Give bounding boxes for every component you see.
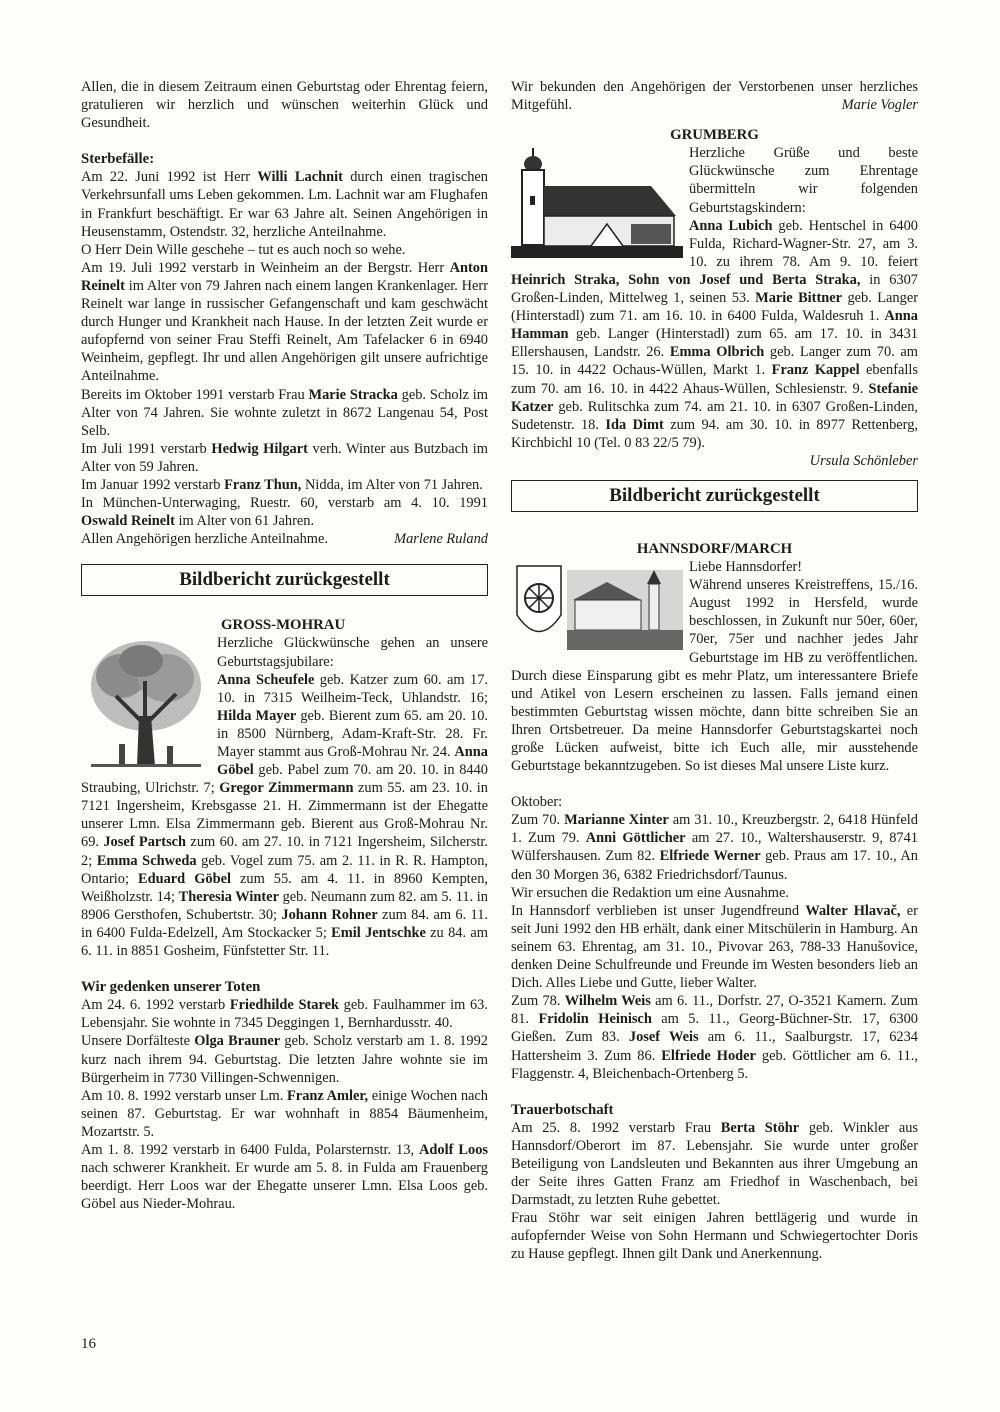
death-notice: Unsere Dorfälteste Olga Brauner geb. Scholz verstarb am 1. 8. 1992 kurz nach ihrem 94. Geburtstag. Die letzten Jahre wohnte sie im Bürgerheim in 7730 Villingen-Schwennigen. (81, 1033, 488, 1086)
grumberg-text: Herzliche Grüße und beste Glückwünsche zum Ehrentage übermitteln wir folgenden Geburtstagskindern: Anna Lubich geb. Hentschel in 6400 Fulda, Richard-Wagner-Str. 27, am 3. 10. zu ihrem 78. Am 9. 10. feiert Heinrich Straka, Sohn von Josef und Berta Straka, in 6307 Großen-Linden, Mittelweg 1, seinen 53. Marie Bittner geb. Langer (Hinterstadl) zum 71. am 16. 10. in 6400 Fulda, Waldesruh 1. Anna Hamman geb. Langer (Hinterstadl) zum 65. am 17. 10. in 3431 Ellershausen, Landstr. 26. Emma Olbrich geb. Langer zum 70. am 15. 10. in 4422 Ochaus-Wüllen, Markt 1. Franz Kappel ebenfalls zum 70. am 16. 10. in 4422 Ahaus-Wüllen, Schlesienstr. 9. Stefanie Katzer geb. Rulitschka zum 74. am 21. 10. in 6307 Großen-Linden, Sudetenstr. 18. Ida Dimt zum 94. am 30. 10. in 8977 Rettenberg, Kirchbichl 10 (Tel. 0 83 22/5 79). (511, 145, 919, 451)
signature: Marlene Ruland (394, 531, 488, 548)
church-image (511, 146, 683, 258)
signature: Marie Vogler (841, 97, 918, 114)
death-notice: Bereits im Oktober 1991 verstarb Frau Marie Stracka geb. Scholz im Alter von 74 Jahren. Sie wohnte zuletzt in 8672 Langenau 54, Post Selb. (81, 386, 488, 439)
right-column (511, 78, 918, 1264)
coat-of-arms-and-village-illustration (511, 560, 683, 650)
person-name: Franz Thun, (224, 476, 302, 493)
prayer-line: O Herr Dein Wille geschehe – tut es auch noch so wehe. (81, 241, 406, 258)
tree-illustration (81, 636, 211, 771)
coat-of-arms-image (511, 560, 683, 650)
condolence-line: Allen Angehörigen herzliche Anteilnahme. Marlene Ruland (81, 531, 488, 548)
deaths-heading: Sterbefälle: (81, 151, 155, 168)
left-column (81, 78, 488, 1213)
photo-report-banner: Bildbericht zurückgestellt (81, 564, 488, 596)
gross-mohrau-text: Herzliche Glückwünsche gehen an unsere Geburtstagsjubilare: Anna Scheufele geb. Katzer zum 60. am 17. 10. in 7315 Weilheim-Teck, Uhlandstr. 16; Hilda Mayer geb. Bierent zum 65. am 20. 10. in 8500 Nürnberg, Adam-Kraft-Str. 28. Fr. Mayer stammt aus Groß-Mohrau Nr. 24. Anna Göbel geb. Pabel zum 70. am 20. 10. in 8440 Straubing, Ulrichstr. 7; Gregor Zimmermann zum 55. am 23. 10. in 7121 Ingersheim, Krebsgasse 21. H. Zimmermann ist der Ehegatte unserer Lmn. Elsa Zimmermann geb. Bierent aus Groß-Mohrau Nr. 69. Josef Partsch zum 60. am 27. 10. in 7121 Ingersheim, Silcherstr. 2; Emma Schweda geb. Vogel zum 75. am 2. 11. in R. R. Hampton, Ontario; Eduard Göbel zum 55. am 4. 11. in 8960 Kempten, Weißholzstr. 14; Theresia Winter geb. Neumann zum 82. am 5. 11. in 8906 Gersthofen, Schubertstr. 30; Johann Rohner zum 84. am 6. 11. in 6400 Fulda-Edelzell, Am Stockacker 5; Emil Jentschke zu 84. am 6. 11. in 8851 Gosheim, Fünfstetter Str. 11. (81, 635, 489, 960)
person-name: Oswald Reinelt (81, 513, 175, 530)
birthday-list: Zum 70. Marianne Xinter am 31. 10., Kreuzbergstr. 2, 6418 Hünfeld 1. Zum 79. Anni Göttlicher am 27. 10., Waltershauserstr. 9, 8741 Wülfershausen. Zum 82. Elfriede Werner geb. Praus am 17. 10., An den 30 Morgen 36, 6382 Friedrichsdorf/Taunus. (511, 812, 918, 883)
person-name: Anton Reinelt (81, 259, 488, 294)
request-line: Wir ersuchen die Redaktion um eine Ausnahme. (511, 884, 789, 901)
sympathy-line: Wir bekunden den Angehörigen der Verstorbenen unser herzliches Mitgefühl. Marie Vogler (511, 79, 918, 114)
memorial-heading: Wir gedenken unserer Toten (81, 979, 261, 996)
section-heading-grumberg: GRUMBERG (670, 127, 759, 144)
church-illustration (511, 146, 683, 258)
intro-paragraph: Allen, die in diesem Zeitraum einen Geburtstag oder Ehrentag feiern, gratulieren wir herzlich und wünschen weiterhin Glück und Gesundheit. (81, 79, 488, 132)
hannsdorf-intro: Liebe Hannsdorfer! Während unseres Kreistreffens, 15./16. August 1992 in Hersfeld, wurde beschlossen, in Zukunft nur 50er, 60er, 70er, 75er und nachher jedes Jahr Geburtstage im HB zu veröffentlichen. Durch diese Einsparung gibt es mehr Platz, um interessantere Briefe und Atikel von Lesern erscheinen zu lassen. Falls jemand einen bestimmten Geburtstag wissen möchte, dann bitte schreiben Sie an Ihren Ortsbetreuer. Da meine Hannsdorfer Geburtstagskartei noch große Lücken aufweist, bitte ich Euch alle, mir ausstehende Geburtstage bekanntzugeben. So ist dieses Mal unsere Liste kurz. (511, 559, 918, 775)
person-name: Willi Lachnit (257, 169, 343, 186)
person-name: Hedwig Hilgart (211, 440, 308, 457)
thanks-paragraph: Frau Stöhr war seit einigen Jahren bettlägerig und wurde in aufopfernder Weise von Sohn Hermann und Schwiegertochter Doris zu Hause gepflegt. Ihnen gilt Dank und Anerkennung. (511, 1210, 918, 1263)
birthday-list: Zum 78. Wilhelm Weis am 6. 11., Dorfstr. 27, O-3521 Kamern. Zum 81. Fridolin Heinisch am 5. 11., Georg-Büchner-Str. 17, 6300 Gießen. Zum 83. Josef Weis am 6. 11., Saalburgstr. 17, 6234 Hattersheim 3. Zum 86. Elfriede Hoder geb. Göttlicher am 6. 11., Flaggenstr. 4, Bleichenbach-Ortenberg 5. (511, 993, 918, 1082)
section-heading-hannsdorf: HANNSDORF/MARCH (636, 540, 793, 557)
death-notice: Am 19. Juli 1992 verstarb in Weinheim an der Bergstr. Herr Anton Reinelt im Alter von 79 Jahren nach einem langen Krankenlager. Herr Reinelt war lange in russischer Gefangenschaft und kam geschwächt durch Hunger und Krankheit nach Hause. In der letzten Zeit wurde er aufopfernd von seiner Frau Steffi Reinelt, Am Tafelacker 6 in 6940 Weinheim, gepflegt. Ihr und allen Angehörigen gilt unsere aufrichtige Anteilnahme. (81, 259, 488, 385)
death-notice: In München-Unterwaging, Ruestr. 60, verstarb am 4. 10. 1991 Oswald Reinelt im Alter von 61 Jahren. (81, 495, 488, 530)
person-name: Marie Stracka (308, 386, 398, 403)
death-notice: Im Januar 1992 verstarb Franz Thun, Nidda, im Alter von 71 Jahren. (81, 476, 483, 493)
death-notice: Am 24. 6. 1992 verstarb Friedhilde Starek geb. Faulhammer im 63. Lebensjahr. Sie wohnte in 7345 Deggingen 1, Bernhardusstr. 40. (81, 997, 488, 1032)
death-notice: Am 25. 8. 1992 verstarb Frau Berta Stöhr geb. Winkler aus Hannsdorf/Oberort im 87. Lebensjahr. Sie wurde unter großer Beteiligung von Landsleuten und Bekannten aus ihrer Umgebung an der Seite ihres Gatten Franz am Friedhof in Waschenbach, bei Darmstadt, zu letzten Ruhe gebettet. (511, 1119, 919, 1209)
photo-report-banner: Bildbericht zurückgestellt (511, 480, 918, 512)
friend-greeting: In Hannsdorf verblieben ist unser Jugendfreund Walter Hlavač, er seit Juni 1992 den HB erhält, dank einer Mitschülerin in Hamburg. An seinem 63. Ehrentag, am 31. 10., Pivovar 263, 788-33 Hanušovice, denken Deine Schulfreunde und Freunde im Westen besonders lieb an Dich. Alles Liebe und Gutte, lieber Walter. (511, 902, 918, 992)
section-heading-gross-mohrau: GROSS-MOHRAU (221, 617, 346, 634)
death-notice: Am 22. Juni 1992 ist Herr Willi Lachnit durch einen tragischen Verkehrsunfall ums Leben gekommen. Lm. Lachnit war am Flughafen in Frankfurt beschäftigt. Er war 63 Jahre alt. Seinen Angehörigen in Heusenstamm, Ostendstr. 32, herzliche Anteilnahme. (81, 169, 488, 240)
month-label: Oktober: (511, 794, 563, 811)
page-number: 16 (81, 1336, 96, 1352)
tree-image (81, 636, 211, 771)
death-notice: Im Juli 1991 verstarb Hedwig Hilgart verh. Winter aus Butzbach im Alter von 59 Jahren. (81, 440, 488, 475)
death-notice: Am 10. 8. 1992 verstarb unser Lm. Franz Amler, einige Wochen nach seinen 87. Geburtstag. Er war wohnhaft in 8854 Bäumenheim, Mozartstr. 5. (81, 1087, 488, 1140)
mourning-heading: Trauerbotschaft (511, 1101, 614, 1118)
signature: Ursula Schönleber (809, 452, 918, 469)
death-notice: Am 1. 8. 1992 verstarb in 6400 Fulda, Polarsternstr. 13, Adolf Loos nach schwerer Krankheit. Er wurde am 5. 8. in Fulda am Frauenberg beerdigt. Herr Loos war der Ehegatte unserer Lmn. Elsa Loos geb. Göbel aus Nieder-Mohrau. (81, 1141, 488, 1213)
